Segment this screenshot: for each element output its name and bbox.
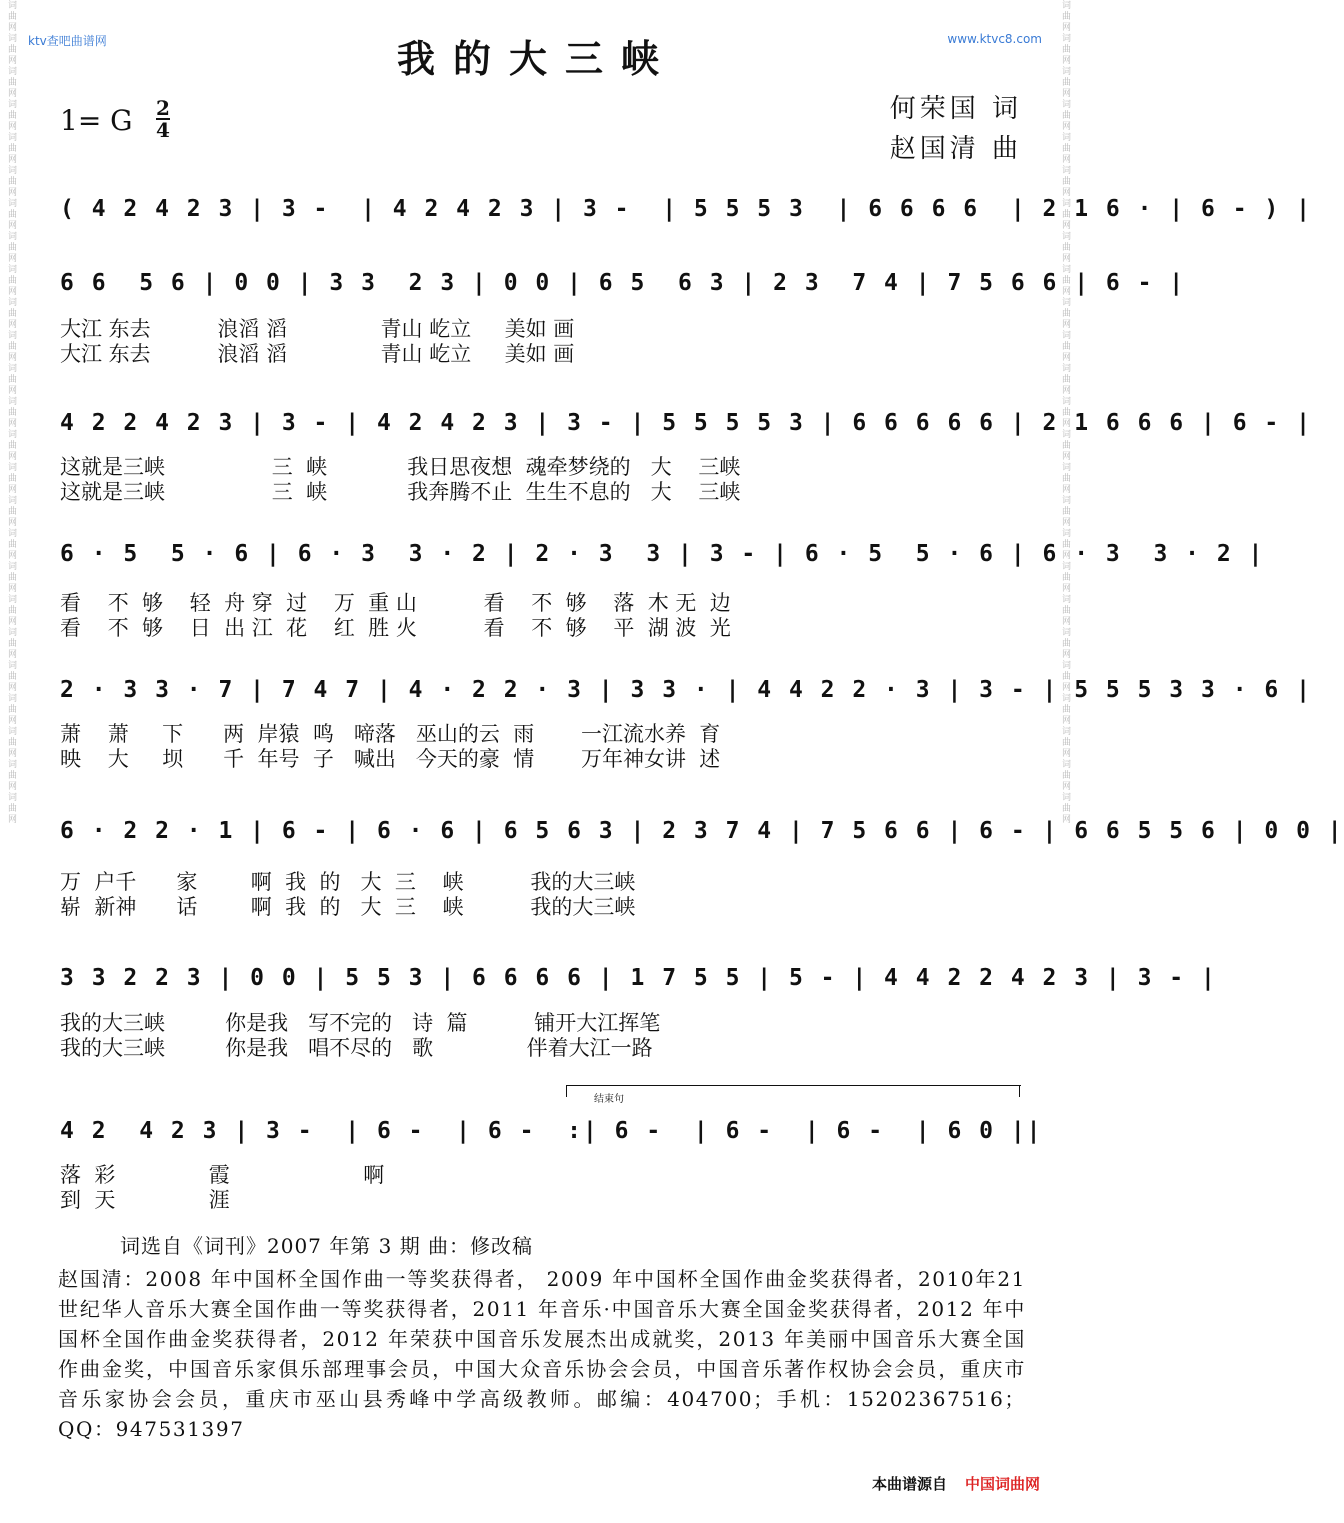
score-row-7-notes: 3 3 2 2 3 | 0 0 | 5 5 3 | 6 6 6 6 | 1 7 5 5 | 5 - | 4 4 2 2 4 2 3 | 3 - | bbox=[60, 965, 1217, 991]
ending-bracket bbox=[566, 1085, 1021, 1086]
score-row-4-lyric-2: 看 不 够 日 出 江 花 红 胜 火 看 不 够 平 湖 波 光 bbox=[60, 616, 731, 640]
score-row-8-lyric-1: 落 彩 霞 啊 bbox=[60, 1163, 385, 1187]
side-watermark-right: 词曲网词曲网词曲网词曲网词曲网词曲网词曲网词曲网词曲网词曲网词曲网词曲网词曲网词曲网词曲网词曲网词曲网词曲网词曲网词曲网词曲网词曲网词曲网词曲网词曲网 bbox=[1060, 0, 1070, 825]
score-row-4-notes: 6 · 5 5 · 6 | 6 · 3 3 · 2 | 2 · 3 3 | 3 - | 6 · 5 5 · 6 | 6 · 3 3 · 2 | bbox=[60, 541, 1265, 567]
time-signature bbox=[156, 98, 170, 140]
score-row-5-notes: 2 · 3 3 · 7 | 7 4 7 | 4 · 2 2 · 3 | 3 3 · | 4 4 2 2 · 3 | 3 - | 5 5 5 3 3 · 6 | bbox=[60, 677, 1312, 703]
footer-source bbox=[872, 1473, 1040, 1494]
meter-bottom: 4 bbox=[156, 118, 170, 142]
score-row-3-lyric-1: 这就是三峡 三 峡 我日思夜想 魂牵梦绕的 大 三峡 bbox=[60, 455, 741, 479]
score-row-5-lyric-2: 映 大 坝 千 年号 子 喊出 今天的豪 情 万年神女讲 述 bbox=[60, 747, 721, 771]
score-row-2-notes: 6 6 5 6 | 0 0 | 3 3 2 3 | 0 0 | 6 5 6 3 | 2 3 7 4 | 7 5 6 6 | 6 - | bbox=[60, 270, 1186, 296]
key-signature: 1= G bbox=[60, 104, 133, 137]
score-row-6-lyric-1: 万 户千 家 啊 我 的 大 三 峡 我的大三峡 bbox=[60, 870, 636, 894]
lyricist-credit: 何荣国 词 bbox=[889, 94, 1022, 124]
score-row-3-notes: 4 2 2 4 2 3 | 3 - | 4 2 4 2 3 | 3 - | 5 5 5 5 3 | 6 6 6 6 6 | 2 1 6 6 6 | 6 - | bbox=[60, 410, 1312, 436]
score-row-6-notes: 6 · 2 2 · 1 | 6 - | 6 · 6 | 6 5 6 3 | 2 3 7 4 | 7 5 6 6 | 6 - | 6 6 5 5 6 | 0 0 | bbox=[60, 818, 1344, 844]
score-row-3-lyric-2: 这就是三峡 三 峡 我奔腾不止 生生不息的 大 三峡 bbox=[60, 480, 741, 504]
ending-bracket-right bbox=[1019, 1085, 1020, 1097]
score-row-1-notes: ( 4 2 4 2 3 | 3 - | 4 2 4 2 3 | 3 - | 5 5 5 3 | 6 6 6 6 | 2 1 6 · | 6 - ) | bbox=[60, 196, 1312, 222]
meter-top: 2 bbox=[156, 96, 170, 120]
composer-credit: 赵国清 曲 bbox=[889, 134, 1022, 164]
score-row-5-lyric-1: 萧 萧 下 两 岸猿 鸣 啼落 巫山的云 雨 一江流水养 育 bbox=[60, 722, 721, 746]
score-row-7-lyric-2: 我的大三峡 你是我 唱不尽的 歌 伴着大江一路 bbox=[60, 1036, 653, 1060]
side-watermark-left: 词曲网词曲网词曲网词曲网词曲网词曲网词曲网词曲网词曲网词曲网词曲网词曲网词曲网词曲网词曲网词曲网词曲网词曲网词曲网词曲网词曲网词曲网词曲网词曲网词曲网 bbox=[6, 0, 16, 825]
ending-label: 结束句 bbox=[594, 1094, 624, 1105]
score-row-2-lyric-2: 大江 东去 浪滔 滔 青山 屹立 美如 画 bbox=[60, 342, 575, 366]
score-row-6-lyric-2: 崭 新神 话 啊 我 的 大 三 峡 我的大三峡 bbox=[60, 895, 636, 919]
score-row-8-notes: 4 2 4 2 3 | 3 - | 6 - | 6 - :| 6 - | 6 - | 6 - | 6 0 || bbox=[60, 1118, 1043, 1144]
composer-bio: 赵国清：2008 年中国杯全国作曲一等奖获得者， 2009 年中国杯全国作曲金奖获得者，2010年21世纪华人音乐大赛全国作曲一等奖获得者，2011 年音乐·中国音乐大赛全国金奖获得者，2012 年中国杯全国作曲金奖获得者，2012 年荣获中国音乐发展杰出成就奖，2013 年美丽中国音乐大赛全国作曲金奖，中国音乐家俱乐部理事会员，中国大众音乐协会会员，中国音乐著作权协会会员，重庆市音乐家协会会员，重庆市巫山县秀峰中学高级教师。邮编：404700；手机：15202367516；QQ：947531397 bbox=[58, 1267, 1026, 1441]
watermark-right: www.ktvc8.com bbox=[947, 32, 1042, 46]
score-row-2-lyric-1: 大江 东去 浪滔 滔 青山 屹立 美如 画 bbox=[60, 317, 575, 341]
footer-source-label: 本曲谱源自 bbox=[871, 1475, 947, 1493]
source-note: 词选自《词刊》2007 年第 3 期 曲：修改稿 bbox=[120, 1234, 534, 1258]
watermark-left: ktv查吧曲谱网 bbox=[28, 34, 107, 48]
song-title: 我的大三峡 bbox=[396, 36, 677, 81]
footer-site-link[interactable]: 中国词曲网 bbox=[964, 1475, 1040, 1493]
score-row-8-lyric-2: 到 天 涯 bbox=[60, 1188, 230, 1212]
score-row-4-lyric-1: 看 不 够 轻 舟 穿 过 万 重 山 看 不 够 落 木 无 边 bbox=[60, 591, 731, 615]
ending-bracket-left bbox=[566, 1085, 567, 1097]
score-row-7-lyric-1: 我的大三峡 你是我 写不完的 诗 篇 铺开大江挥笔 bbox=[60, 1011, 661, 1035]
